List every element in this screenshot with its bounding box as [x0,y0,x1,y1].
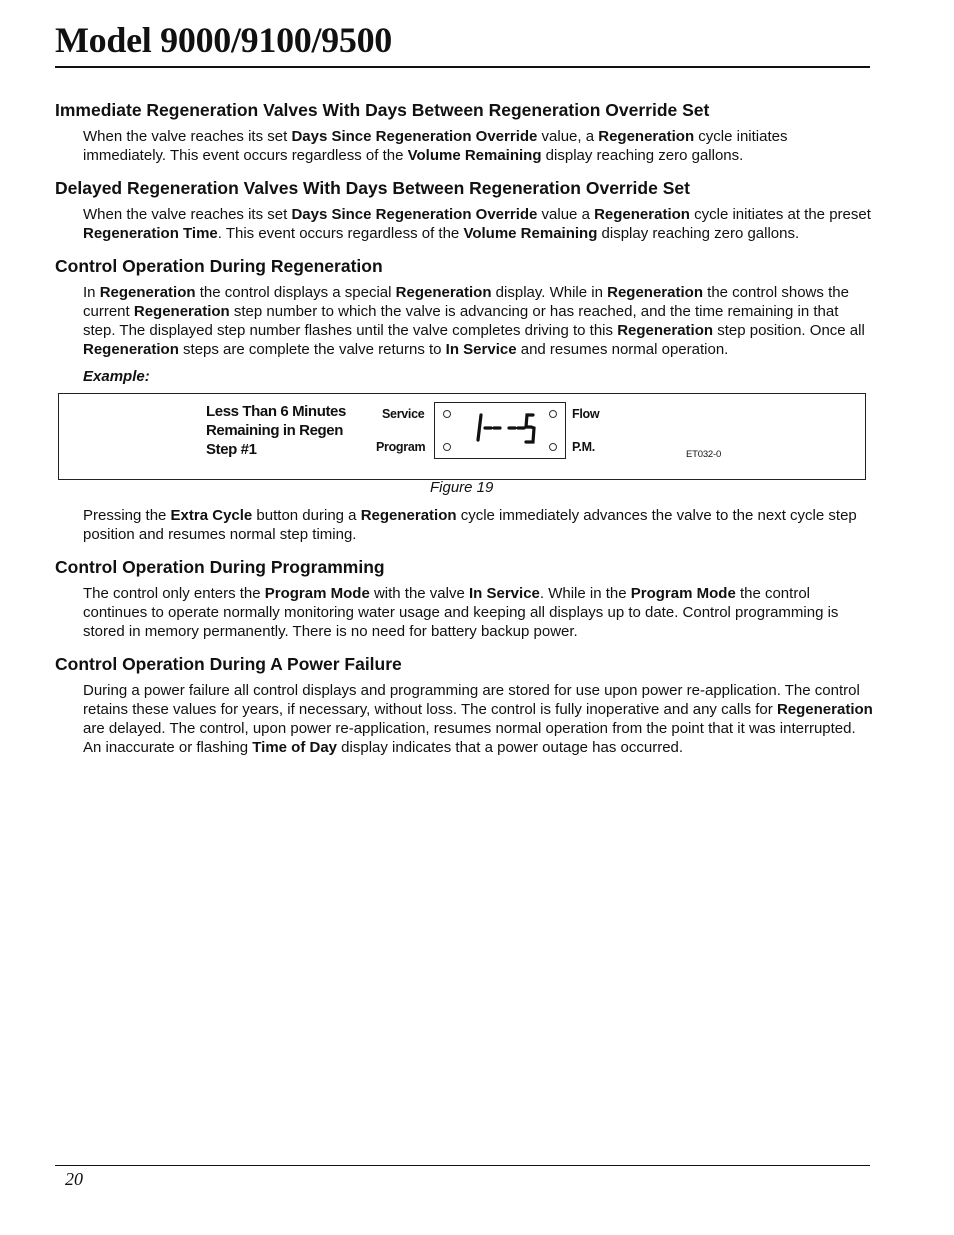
text-run: display indicates that a power outage has occurred. [337,738,684,756]
bold-term: Regeneration [99,284,196,301]
text-run: display reaching zero gallons. [541,146,744,164]
section-heading: Control Operation During Programming [55,557,385,577]
lcd-digit-one [478,415,481,440]
bold-term: Regeneration [607,284,703,301]
bold-term: In Service [469,585,540,602]
bold-term: Regeneration [594,206,690,223]
text-run: . While in the [539,585,631,602]
paragraph-line [83,128,787,145]
paragraph-line [83,682,811,699]
text-run: steps are complete the valve returns to [178,340,446,358]
bold-term: Regeneration [360,507,457,524]
text-run: control retains these values for years, if necessary, without loss. The control is fully inoperative and any calls for [83,682,860,718]
section-paragraph [83,206,873,244]
service-indicator-label: Service [382,407,425,421]
paragraph-line [83,206,825,223]
flow-indicator-label: Flow [572,407,600,421]
text-run: the control shows [702,284,824,301]
bold-term: In Service [445,340,517,358]
bold-term: Regeneration Time [83,224,218,242]
text-run: When the valve reaches its set [83,206,292,223]
text-run: Once all [809,321,865,339]
bold-term: Days Since Regeneration Override [291,128,538,145]
text-run: display reaching zero gallons. [597,224,800,242]
bold-term: Program Mode [630,585,736,602]
figure-code: ET032-0 [686,449,722,460]
section-heading: Control Operation During Regeneration [55,256,383,276]
section-paragraph [83,585,873,642]
text-run: display. While in [491,284,608,301]
pm-indicator-label: P.M. [572,440,595,454]
figure-description [206,402,346,459]
lcd-digit-five [526,415,534,442]
bold-term: Volume Remaining [407,146,542,164]
bold-term: Volume Remaining [463,224,598,242]
text-run: When the valve reaches its set [83,128,292,145]
text-run: step number to which the valve is advancing or has reached, and the time remaining in [229,302,810,320]
text-run: are delayed. The control, upon power re-application, resumes normal operation from the point that it [83,719,745,737]
bold-term: Time of Day [252,738,338,756]
section-heading: Delayed Regeneration Valves With Days Between Regeneration Override Set [55,178,690,198]
figure-description-line: Step #1 [206,441,257,458]
text-run: During a power failure all control displays and programming are stored for use upon power re-application. The [83,682,811,699]
text-run: stored in memory permanently. There is no need for battery backup power. [83,622,578,640]
flow-led-icon [549,410,557,418]
pm-led-icon [549,443,557,451]
example-label: Example: [83,368,150,385]
bold-term: Regeneration [395,284,492,301]
text-run: the control [735,585,810,602]
bold-term: Regeneration [776,700,873,718]
section-paragraph [83,284,873,360]
section-heading: Immediate Regeneration Valves With Days Between Regeneration Override Set [55,100,710,120]
program-indicator-label: Program [376,440,426,454]
paragraph-line [83,585,810,602]
text-run: button during a [252,507,361,524]
text-run: cycle initiates at the [689,206,826,223]
paragraph-line [83,147,743,164]
figure-description-line: Remaining in Regen [206,422,343,439]
bold-term: Days Since Regeneration Override [291,206,538,223]
text-run: with the valve [369,585,469,602]
text-run: Pressing the [83,507,171,524]
section-paragraph [83,128,873,166]
page-number: 20 [65,1169,83,1189]
text-run: that step. The displayed step number flashes until the valve completes driving to this [83,302,839,339]
bold-term: Regeneration [617,321,714,339]
text-run: the current [83,284,849,320]
text-run: value a [537,206,595,223]
paragraph-line [83,604,838,621]
section-heading: Control Operation During A Power Failure [55,654,402,674]
paragraph-line [83,623,578,640]
text-run: value, a [537,128,599,145]
lcd-digits [470,410,550,450]
text-run: step position. [713,321,806,339]
bold-term: Regeneration [83,340,179,358]
figure-caption: Figure 19 [430,479,494,496]
bold-term: Program Mode [264,585,370,602]
text-run: cycle immediately advances the valve to the next cycle [456,507,825,524]
text-run: continues to operate normally monitoring water usage and keeping all displays up to date. Control programming is [83,603,839,621]
title-rule [55,66,870,68]
page-title: Model 9000/9100/9500 [55,20,392,60]
bold-term: Regeneration [133,302,230,320]
bold-term: Extra Cycle [170,507,253,524]
footer-rule [55,1165,870,1166]
text-run: preset [829,206,871,223]
text-run: step position and resumes normal step timing. [83,507,857,543]
text-run: In [83,284,100,301]
program-led-icon [443,443,451,451]
text-run: the control displays a special [195,284,396,301]
bold-term: Regeneration [598,128,695,145]
text-run: The control only enters the [83,585,265,602]
service-led-icon [443,410,451,418]
figure-description-line: Less Than 6 Minutes [206,403,346,420]
text-run: cycle initiates [694,128,788,145]
section-paragraph [83,682,873,758]
text-run: and resumes normal operation. [516,340,729,358]
paragraph-line [83,284,824,301]
text-run: . This event occurs regardless of the [217,224,464,242]
text-run: was interrupted. An inaccurate or flashing [83,719,856,756]
section-paragraph [83,507,873,545]
text-run: immediately. This event occurs regardless of the [83,146,408,164]
paragraph-line [83,507,824,524]
